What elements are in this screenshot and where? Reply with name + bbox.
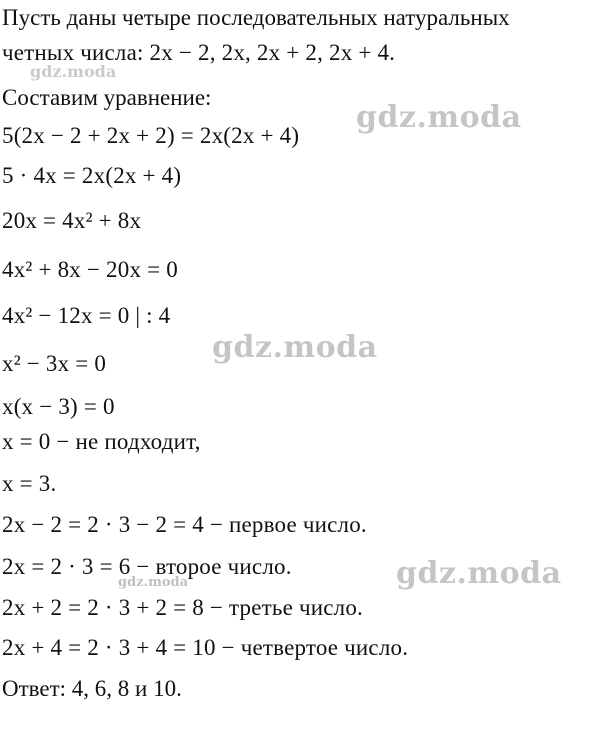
text-line-numbers: четных числа: 2x − 2, 2x, 2x + 2, 2x + 4. <box>2 40 396 65</box>
text-line-equation-heading: Составим уравнение: <box>2 85 212 110</box>
equation-line-6: x² − 3x = 0 <box>2 351 107 376</box>
equation-line-2: 5 · 4x = 2x(2x + 4) <box>2 163 182 188</box>
watermark-gdz-moda: gdz.moda <box>356 100 522 135</box>
second-number-line: 2x = 2 · 3 = 6 − второе число. <box>2 554 292 579</box>
equation-line-1: 5(2x − 2 + 2x + 2) = 2x(2x + 4) <box>2 123 300 148</box>
watermark-gdz-moda: gdz.moda <box>396 556 562 591</box>
equation-line-5: 4x² − 12x = 0 | : 4 <box>2 303 171 328</box>
fourth-number-line: 2x + 4 = 2 · 3 + 4 = 10 − четвертое число. <box>2 635 409 660</box>
root-accepted-line: x = 3. <box>2 471 57 496</box>
equation-line-3: 20x = 4x² + 8x <box>2 208 142 233</box>
watermark-gdz-moda: gdz.moda <box>118 575 189 590</box>
root-rejected-line: x = 0 − не подходит, <box>2 429 201 454</box>
answer-line: Ответ: 4, 6, 8 и 10. <box>2 676 182 701</box>
watermark-gdz-moda: gdz.moda <box>212 330 378 365</box>
first-number-line: 2x − 2 = 2 · 3 − 2 = 4 − первое число. <box>2 512 367 537</box>
watermark-gdz-moda: gdz.moda <box>30 62 117 81</box>
third-number-line: 2x + 2 = 2 · 3 + 2 = 8 − третье число. <box>2 595 363 620</box>
text-line-intro: Пусть даны четыре последовательных натуральных <box>2 5 510 30</box>
equation-line-4: 4x² + 8x − 20x = 0 <box>2 257 178 282</box>
equation-line-7: x(x − 3) = 0 <box>2 394 115 419</box>
